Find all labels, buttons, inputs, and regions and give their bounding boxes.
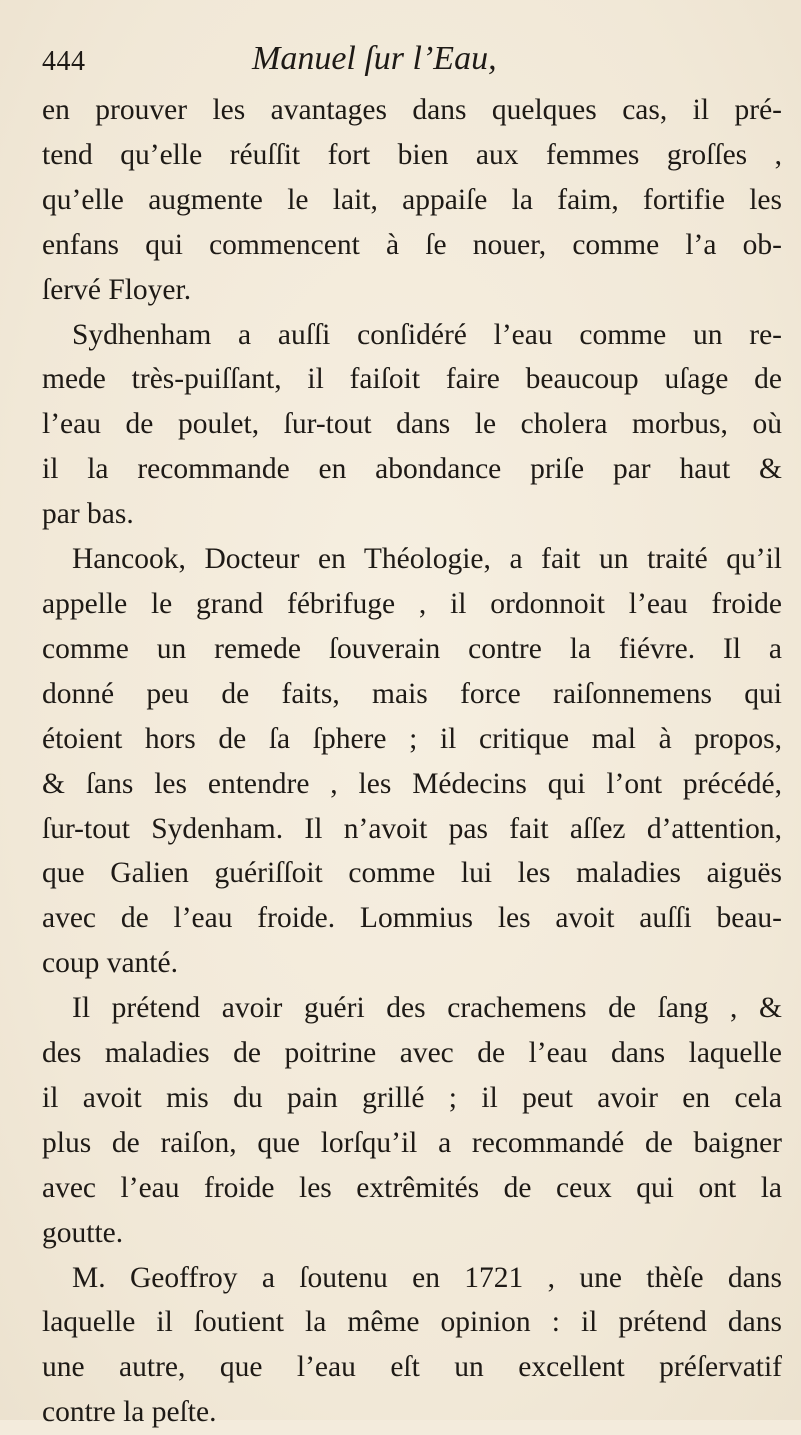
text-line: goutte. — [42, 1216, 124, 1249]
text-line: que Galien guériſſoit comme lui les maladies aiguës — [42, 857, 782, 890]
text-line: Sydhenham a auſſi conſidéré l’eau comme un re- — [72, 318, 782, 351]
text-line: appelle le grand fébrifuge , il ordonnoit l’eau froide — [42, 587, 782, 620]
text-line: une autre, que l’eau eſt un excellent préſervatif — [42, 1351, 782, 1384]
text-line: par bas. — [42, 498, 134, 531]
text-line: plus de raiſon, que lorſqu’il a recommandé de baigner — [42, 1126, 782, 1159]
text-line: des maladies de poitrine avec de l’eau dans laquelle — [42, 1037, 782, 1070]
text-line: contre la peſte. — [42, 1396, 217, 1429]
text-line: tend qu’elle réuſſit fort bien aux femmes groſſes , — [42, 138, 782, 171]
text-line: en prouver les avantages dans quelques cas, il pré- — [42, 94, 782, 126]
text-line: Il prétend avoir guéri des crachemens de ſang , & — [72, 992, 782, 1025]
text-line: étoient hors de ſa ſphere ; il critique mal à propos, — [42, 722, 782, 755]
text-line: comme un remede ſouverain contre la fiévre. Il a — [42, 632, 782, 665]
text-line: avec l’eau froide les extrêmités de ceux qui ont la — [42, 1171, 782, 1204]
text-line: Hancook, Docteur en Théologie, a fait un traité qu’il — [72, 543, 782, 576]
text-line: coup vanté. — [42, 947, 178, 980]
text-line: avec de l’eau froide. Lommius les avoit auſſi beau- — [42, 902, 782, 935]
text-line: mede très-puiſſant, il faiſoit faire beaucoup uſage de — [42, 363, 782, 396]
text-line: donné peu de faits, mais force raiſonnemens qui — [42, 677, 782, 710]
body-text — [42, 88, 782, 1435]
text-line: M. Geoffroy a ſoutenu en 1721 , une thèſe dans — [72, 1261, 782, 1294]
text-line: enfans qui commencent à ſe nouer, comme l’a ob- — [42, 228, 782, 261]
text-line: laquelle il ſoutient la même opinion : il prétend dans — [42, 1306, 782, 1339]
text-line: ſur-tout Sydenham. Il n’avoit pas fait aſſez d’attention, — [42, 812, 782, 845]
text-line: ſervé Floyer. — [42, 273, 192, 306]
text-line: qu’elle augmente le lait, appaiſe la faim, fortifie les — [42, 183, 782, 216]
text-line: il la recommande en abondance priſe par haut & — [42, 453, 782, 486]
text-line: & ſans les entendre , les Médecins qui l’ont précédé, — [42, 767, 782, 800]
text-line: il avoit mis du pain grillé ; il peut avoir en cela — [42, 1081, 782, 1114]
page-number: 444 — [42, 46, 86, 77]
text-line: l’eau de poulet, ſur-tout dans le cholera morbus, où — [42, 408, 782, 441]
running-head: Manuel ſur l’Eau, — [252, 40, 497, 77]
page-header — [42, 40, 771, 90]
